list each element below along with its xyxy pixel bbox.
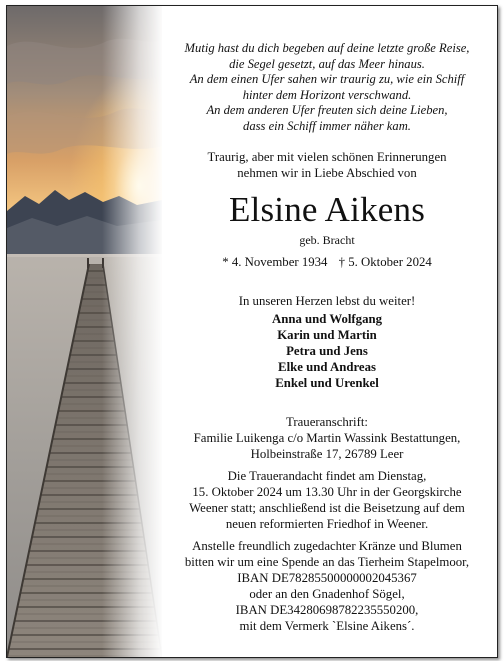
mourners-list (157, 311, 497, 391)
birth-date: * 4. November 1934 (222, 255, 328, 269)
mourner: Enkel und Urenkel (275, 376, 379, 390)
intro-text (157, 149, 497, 181)
maiden-name: geb. Bracht (299, 233, 355, 247)
death-date: † 5. Oktober 2024 (338, 255, 432, 269)
life-dates (157, 254, 497, 270)
donation-line: oder an den Gnadenhof Sögel, (249, 587, 405, 601)
obituary-text (157, 6, 497, 657)
donation-line: Anstelle freundlich zugedachter Kränze und Blumen (192, 539, 462, 553)
donation-line: bitten wir um eine Spende an das Tierheim Stapelmoor, (184, 555, 470, 569)
intro-line: nehmen wir in Liebe Abschied von (237, 166, 417, 180)
donation-iban: IBAN DE78285500000002045367 (237, 571, 417, 585)
service-line: Die Trauerandacht findet am Dienstag, (227, 469, 427, 483)
poem-line: die Segel gesetzt, auf das Meer hinaus. (229, 56, 425, 71)
obituary-card (6, 5, 498, 658)
poem-line: An dem einen Ufer sahen wir traurig zu, wie ein Schiff (189, 72, 465, 87)
intro-line: Traurig, aber mit vielen schönen Erinnerungen (207, 150, 447, 164)
mourner: Anna und Wolfgang (271, 312, 382, 326)
address-line: Traueranschrift: (286, 415, 368, 429)
condolence-address (157, 414, 497, 462)
mourner: Elke und Andreas (278, 360, 376, 374)
poem-line: hinter dem Horizont verschwand. (242, 87, 412, 102)
mourner: Karin und Martin (277, 328, 377, 342)
photo-fade-overlay (102, 6, 164, 657)
donation-line: mit dem Vermerk `Elsine Aikens´. (239, 619, 415, 633)
mourner: Petra und Jens (286, 344, 368, 358)
address-line: Holbeinstraße 17, 26789 Leer (250, 447, 404, 461)
poem-line: An dem anderen Ufer freuten sich deine Lieben, (206, 103, 448, 118)
service-line: neuen reformierten Friedhof in Weener. (225, 517, 429, 531)
remembrance-line: In unseren Herzen lebst du weiter! (238, 294, 416, 308)
donation-iban: IBAN DE34280698782235550200, (235, 603, 419, 617)
poem (157, 41, 497, 135)
address-line: Familie Luikenga c/o Martin Wassink Bestattungen, (193, 431, 461, 445)
funeral-service-info (157, 468, 497, 532)
service-line: Weener statt; anschließend ist die Beisetzung auf dem (189, 501, 465, 515)
service-line: 15. Oktober 2024 um 13.30 Uhr in der Georgskirche (192, 485, 462, 499)
poem-line: dass ein Schiff immer näher kam. (243, 118, 411, 133)
poem-line: Mutig hast du dich begeben auf deine letzte große Reise, (184, 41, 470, 55)
donation-request (157, 538, 497, 634)
deceased-name: Elsine Aikens (228, 190, 426, 229)
